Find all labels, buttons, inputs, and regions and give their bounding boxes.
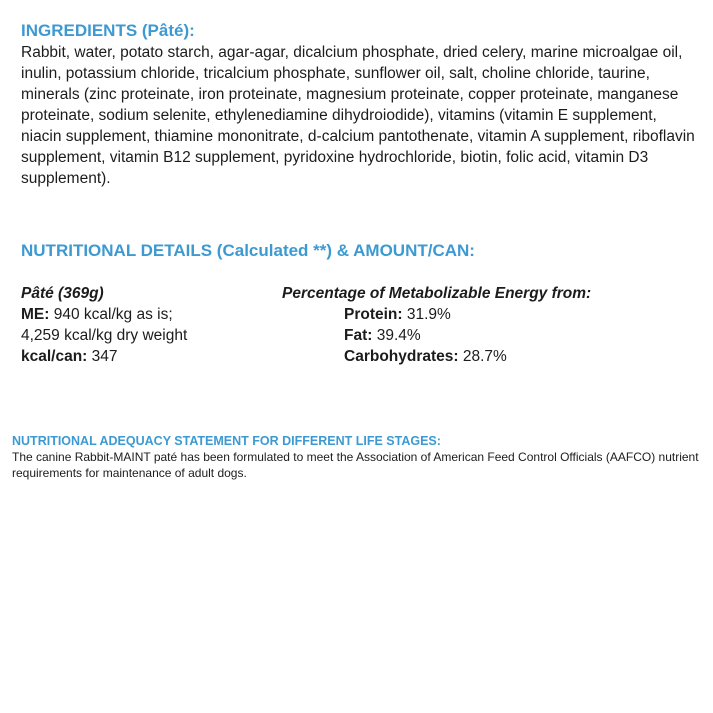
kcal-row [21,346,271,367]
me-dry-weight: 4,259 kcal/kg dry weight [21,327,188,344]
pate-weight-title: Pâté (369g) [21,285,104,302]
nutrition-heading: NUTRITIONAL DETAILS (Calculated **) & AMOUNT/CAN: [21,241,475,260]
energy-title: Percentage of Metabolizable Energy from: [282,285,592,302]
adequacy-text: The canine Rabbit-MAINT paté has been formulated to meet the Association of American Feed Control Officials (AAFCO) nutrient requirements for maintenance of adult dogs. [12,450,699,480]
energy-label: Protein: [344,306,403,323]
energy-value: 28.7% [458,348,507,365]
energy-value: 39.4% [372,327,421,344]
ingredients-heading: INGREDIENTS (Pâté): [21,21,195,40]
adequacy-heading: NUTRITIONAL ADEQUACY STATEMENT FOR DIFFERENT LIFE STAGES: [12,434,441,448]
energy-list [282,304,702,367]
ingredients-text: Rabbit, water, potato starch, agar-agar, dicalcium phosphate, dried celery, marine microalgae oil, inulin, potassium chloride, tricalcium phosphate, sunflower oil, salt, choline chloride, taurine, minerals (zinc proteinate, iron proteinate, magnesium proteinate, copper proteinate, manganese proteinate, sodium selenite, ethylenediamine dihydroiodide), vitamins (vitamin E supplement, niacin supplement, thiamine mononitrate, d-calcium pantothenate, vitamin A supplement, riboflavin supplement, vitamin B12 supplement, pyridoxine hydrochloride, biotin, folic acid, vitamin D3 supplement). [21,44,695,187]
adequacy-section [12,433,710,481]
nutrition-section [21,240,701,262]
me-row [21,304,271,325]
energy-label: Carbohydrates: [344,348,459,365]
kcal-label: kcal/can: [21,348,88,365]
ingredients-section [21,20,701,189]
nutrition-right-column [282,283,702,367]
energy-value: 31.9% [402,306,451,323]
energy-item-protein [344,304,702,325]
energy-label: Fat: [344,327,373,344]
energy-item-fat [344,325,702,346]
me-value: 940 kcal/kg as is; [49,306,173,323]
me-label: ME: [21,306,50,323]
kcal-value: 347 [87,348,118,365]
nutrition-left-column [21,283,271,367]
energy-item-carbohydrates [344,346,702,367]
